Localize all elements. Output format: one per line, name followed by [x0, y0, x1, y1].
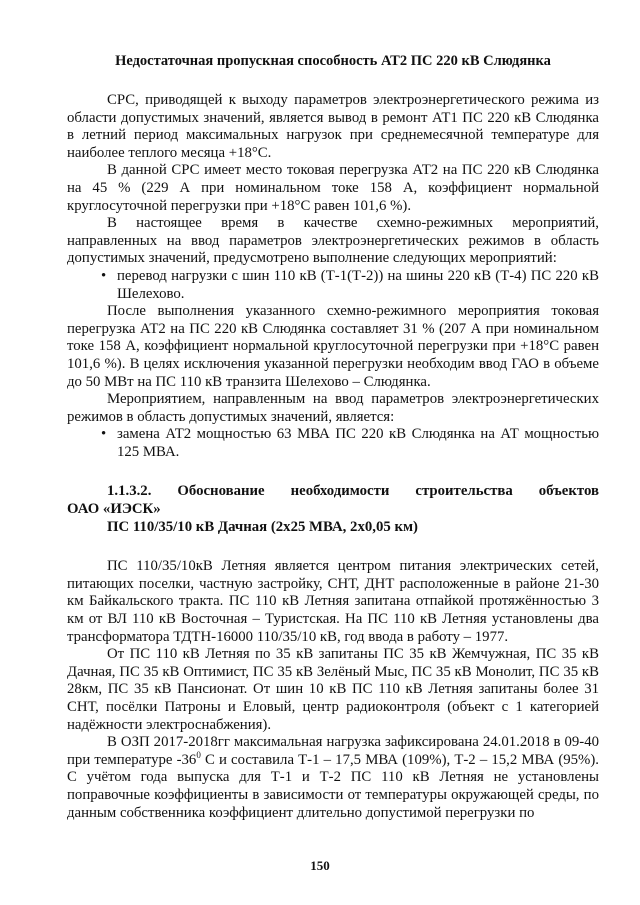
paragraph-6: ПС 110/35/10кВ Летняя является центром питания электрических сетей, питающих поселки, частную застройку, СНТ, ДНТ расположенные в районе 21-30 км Байкальского тракта. ПС 110 кВ Летняя запитана отпайкой протяжённостью 3 км от ВЛ 110 кВ Восточная – Туристская. На ПС 110 кВ Летняя установлены два трансформатора ТДТН-16000 110/35/10 кВ, год ввода в работу – 1977. — [67, 558, 599, 645]
bullet-marker: • — [101, 426, 107, 443]
heading-word: объектов — [538, 483, 599, 500]
subsection-heading-line-1 — [67, 483, 599, 501]
paragraph-8 — [67, 734, 599, 822]
heading-word: Обоснование — [177, 483, 265, 500]
paragraph-8-text-b: С и составила Т-1 – 17,5 МВА (109%), Т-2 – 15,2 МВА (95%). С учётом года выпуска для Т-1 и Т-2 ПС 110 кВ Летняя не установлены поправочные коэффициенты в зависимости от температуры окружающей среды, по данным собственника коэффициент длительно допустимой перегрузки по — [67, 751, 599, 821]
bullet-item-1 — [67, 268, 599, 303]
heading-word: строительства — [415, 483, 513, 500]
subsection-heading-line-2: ОАО «ИЭСК» — [67, 501, 161, 518]
spacer — [67, 536, 599, 558]
bullet-text: перевод нагрузки с шин 110 кВ (Т-1(Т-2)) на шины 220 кВ (Т-4) ПС 220 кВ Шелехово. — [117, 267, 599, 302]
paragraph-8-text-a: В ОЗП 2017-2018гг максимальная нагрузка зафиксирована 24.01.2018 в 09-40 при температуре -36 — [67, 734, 599, 768]
paragraph-5: Мероприятием, направленным на ввод параметров электроэнергетических режимов в область допустимых значений, является: — [67, 391, 599, 425]
subsection-number: 1.1.3.2. — [107, 483, 152, 500]
paragraph-4: После выполнения указанного схемно-режимного мероприятия токовая перегрузка АТ2 на ПС 220 кВ Слюдянка составляет 31 % (207 А при номинальном токе 158 А, коэффициент нормальной круглосуточной перегрузки при +18°С равен 101,6 %). В целях исключения указанной перегрузки необходим ввод ГАО в объеме до 50 МВт на ПС 110 кВ транзита Шелехово – Слюдянка. — [67, 303, 599, 390]
paragraph-3: В настоящее время в качестве схемно-режимных мероприятий, направленных на ввод параметров электроэнергетических режимов в область допустимых значений, предусмотрено выполнение следующих мероприятий: — [67, 215, 599, 267]
bullet-text: замена АТ2 мощностью 63 МВА ПС 220 кВ Слюдянка на АТ мощностью 125 МВА. — [117, 426, 599, 460]
bullet-marker: • — [101, 267, 107, 284]
section-title: Недостаточная пропускная способность АТ2 ПС 220 кВ Слюдянка — [115, 53, 551, 69]
paragraph-2: В данной СРС имеет место токовая перегрузка АТ2 на ПС 220 кВ Слюдянка на 45 % (229 А при номинальном токе 158 А, коэффициент нормальной круглосуточной перегрузки при +18°С равен 101,6 %). — [67, 162, 599, 214]
paragraph-1: СРС, приводящей к выходу параметров электроэнергетического режима из области допустимых значений, является вывод в ремонт АТ1 ПС 220 кВ Слюдянка в летний период максимальных нагрузок при среднемесячной температуре для наиболее теплого месяца +18°С. — [67, 92, 599, 161]
degree-superscript: 0 — [196, 749, 201, 760]
subsection-heading — [67, 483, 599, 536]
page-number: 150 — [310, 858, 330, 873]
subsection-heading-line-3: ПС 110/35/10 кВ Дачная (2х25 МВА, 2х0,05 км) — [107, 518, 418, 535]
heading-word: необходимости — [290, 483, 390, 500]
bullet-item-2 — [67, 426, 599, 461]
paragraph-7: От ПС 110 кВ Летняя по 35 кВ запитаны ПС 35 кВ Жемчужная, ПС 35 кВ Дачная, ПС 35 кВ Оптимист, ПС 35 кВ Зелёный Мыс, ПС 35 кВ Монолит, ПС 35 кВ 28км, ПС 35 кВ Пансионат. От шин 10 кВ ПС 110 кВ Летняя запитаны более 31 СНТ, посёлки Патроны и Еловый, центр радиоконтроля (объект с 1 категорией надёжности электроснабжения). — [67, 646, 599, 733]
